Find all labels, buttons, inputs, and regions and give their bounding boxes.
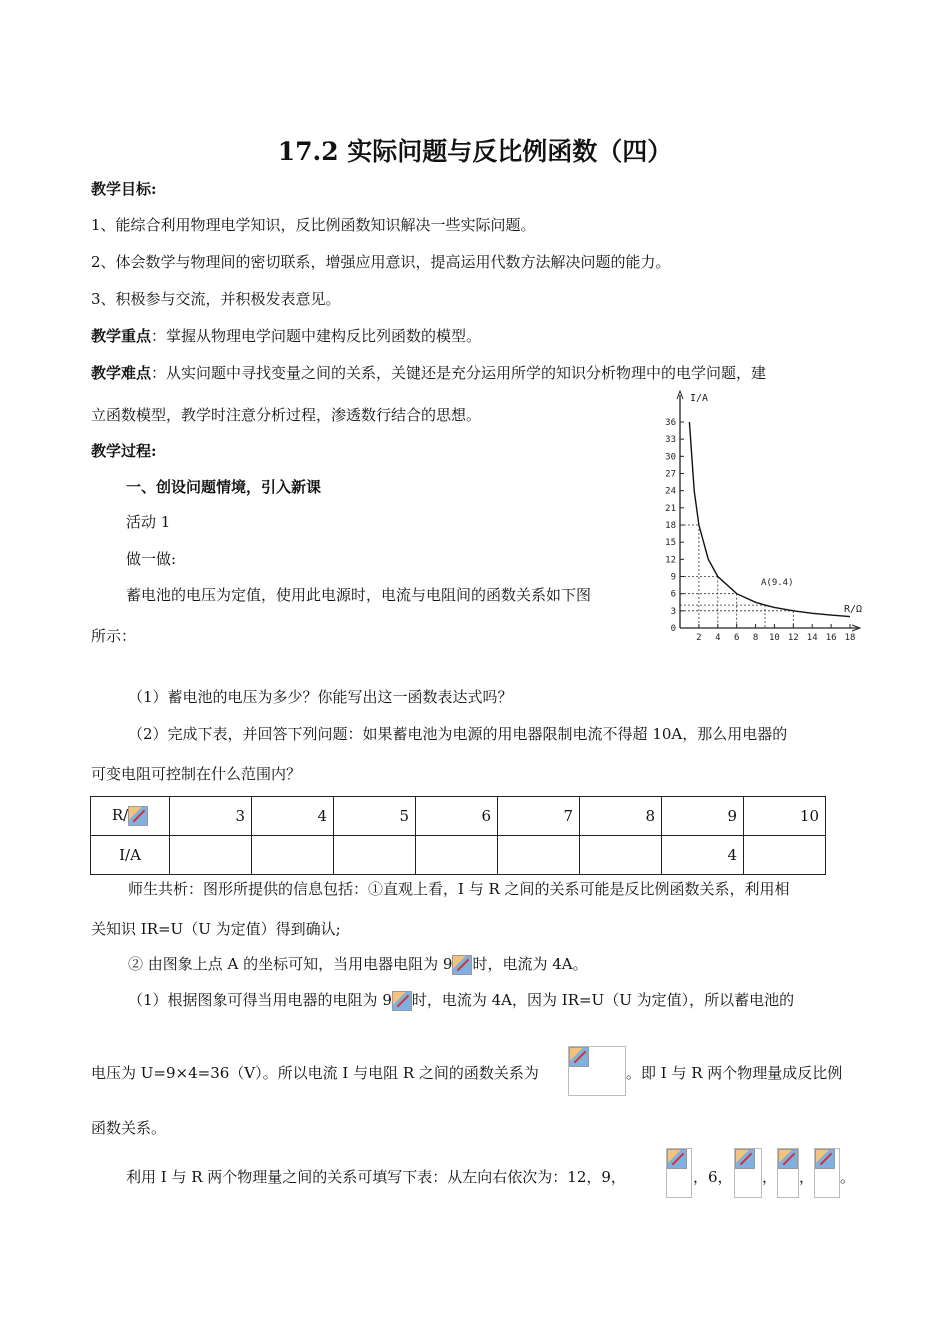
x-tick-label: 2 [696,633,702,643]
fill-separator: ， [799,1168,815,1186]
solution-2b: 。即 I 与 R 两个物理量成反比例 [626,1064,843,1082]
solution-1 [128,989,794,1011]
answer-image-placeholder [814,1148,840,1198]
table-cell [252,836,334,875]
table-cell: 7 [498,797,580,836]
table-cell: 4 [662,836,744,875]
y-tick-label: 18 [665,521,676,531]
y-tick-label: 0 [670,624,676,634]
table-cell [744,836,826,875]
y-tick-label: 33 [665,435,676,446]
question-2: （2）完成下表，并回答下列问题：如果蓄电池为电源的用电器限制电流不得超 10A，那么用电器的 [128,725,788,743]
broken-image-icon [569,1047,589,1067]
battery-text-2: 所示： [91,627,137,645]
table-cell: 5 [334,797,416,836]
y-tick-label: 12 [665,555,676,566]
difficulty-text-2: 立函数模型，教学时注意分析过程，渗透数行结合的思想。 [91,406,482,424]
solution-3: 函数关系。 [91,1119,167,1137]
y-tick-label: 21 [665,503,676,514]
goal-item: 2、体会数学与物理间的密切联系，增强应用意识，提高运用代数方法解决问题的能力。 [91,253,671,271]
table-cell [170,836,252,875]
table-cell [498,836,580,875]
section-heading: 一、创设问题情境，引入新课 [126,478,322,496]
solution-1-b: 时，电流为 4A，因为 IR=U（U 为定值），所以蓄电池的 [411,991,795,1009]
table-cell [416,836,498,875]
table-cell [580,836,662,875]
broken-image-icon [735,1149,755,1169]
point-2-b: 时，电流为 4A。 [472,955,588,973]
answer-image-placeholder [734,1148,762,1198]
goal-item: 3、积极参与交流，并积极发表意见。 [91,290,341,308]
question-2-cont: 可变电阻可控制在什么范围内？ [91,765,302,783]
do-it-label: 做一做: [126,550,177,568]
data-table [90,796,826,875]
difficulty-text: ：从实问题中寻找变量之间的关系，关键还是充分运用所学的知识分析物理中的电学问题，建 [151,364,767,382]
broken-image-icon [128,806,148,826]
x-tick-label: 10 [769,633,780,643]
x-tick-label: 12 [787,633,799,643]
answer-image-placeholder [777,1148,799,1198]
y-tick-label: 6 [670,589,676,600]
table-header-r [91,797,170,836]
current-resistance-chart [660,385,870,645]
y-tick-label: 30 [665,452,676,463]
process-heading: 教学过程: [91,442,157,460]
key-point-label: 教学重点 [91,327,152,345]
broken-image-icon [815,1149,835,1169]
fill-end: 。 [840,1168,856,1186]
broken-image-icon [392,991,412,1011]
x-tick-label: 8 [752,633,759,643]
point-2 [128,953,588,975]
page-title: 17.2 实际问题与反比例函数（四） [277,137,673,166]
fill-separator: ，6， [693,1168,733,1186]
y-axis-label: I/A [690,393,709,404]
solution-1-a: （1）根据图象可得当用电器的电阻为 9 [128,991,392,1009]
y-tick-label: 24 [665,486,676,497]
table-cell: 10 [744,797,826,836]
point-a-label: A(9.4) [761,578,794,589]
formula-image-placeholder [568,1046,626,1096]
goal-item: 1、能综合利用物理电学知识，反比例函数知识解决一些实际问题。 [91,216,536,234]
table-cell: 3 [170,797,252,836]
broken-image-icon [667,1149,687,1169]
table-cell: 8 [580,797,662,836]
x-tick-label: 4 [715,633,721,643]
fill-separator: ， [762,1168,778,1186]
table-row [91,836,826,875]
broken-image-icon [778,1149,798,1169]
answer-image-placeholder [666,1148,692,1198]
table-cell: 9 [662,797,744,836]
x-axis-label: R/Ω [844,604,863,615]
y-tick-label: 9 [670,572,676,583]
r-label: R/ [111,806,129,824]
table-cell [334,836,416,875]
table-cell: 4 [252,797,334,836]
table-header-i: I/A [91,836,170,875]
goals-heading: 教学目标: [91,180,157,198]
y-tick-label: 27 [665,469,676,480]
y-tick-label: 36 [665,418,676,428]
x-tick-label: 16 [825,633,837,643]
x-tick-label: 14 [806,633,818,643]
key-point-text: ：掌握从物理电学问题中建构反比列函数的模型。 [151,327,482,345]
analysis-text: 师生共析：图形所提供的信息包括：①直观上看，I 与 R 之间的关系可能是反比例函数关系，利用相 [128,880,790,898]
point-2-a: ② 由图象上点 A 的坐标可知，当用电器电阻为 9 [128,955,453,973]
fill-line: 利用 I 与 R 两个物理量之间的关系可填写下表：从左向右依次为：12，9， [126,1168,626,1186]
battery-text: 蓄电池的电压为定值，使用此电源时，电流与电阻间的函数关系如下图 [126,586,592,604]
broken-image-icon [452,955,472,975]
table-cell: 6 [416,797,498,836]
activity-label: 活动 1 [126,513,171,531]
x-tick-label: 18 [844,633,856,643]
analysis-text-2: 关知识 IR=U（U 为定值）得到确认; [91,920,341,938]
y-tick-label: 3 [670,606,676,617]
x-tick-label: 6 [733,633,740,643]
question-1: （1）蓄电池的电压为多少？你能写出这一函数表达式吗？ [128,688,513,706]
difficulty-label: 教学难点 [91,364,152,382]
y-tick-label: 15 [665,538,676,549]
key-point [91,325,481,346]
difficulty [91,362,766,383]
solution-2a: 电压为 U=9×4=36（V）。所以电流 I 与电阻 R 之间的函数关系为 [91,1064,539,1082]
table-row [91,797,826,836]
